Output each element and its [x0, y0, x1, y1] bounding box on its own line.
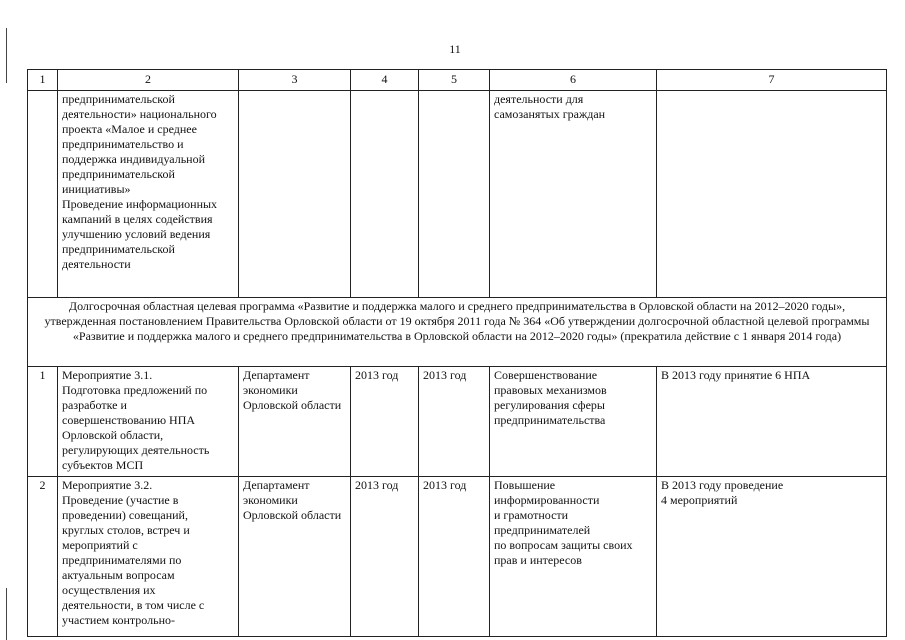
start-year-cell	[351, 91, 419, 298]
responsible-cell: Департамент экономики Орловской области	[239, 477, 351, 637]
expected-result-cell: деятельности для самозанятых граждан	[490, 91, 657, 298]
expected-result-cell: Совершенствование правовых механизмов регулирования сферы предпринимательства	[490, 367, 657, 477]
expected-result-cell: Повышение информированности и грамотности предпринимателей по вопросам защиты своих прав и интересов	[490, 477, 657, 637]
row-number-cell: 2	[28, 477, 58, 637]
table-row	[28, 477, 887, 637]
start-year-cell: 2013 год	[351, 477, 419, 637]
column-header: 5	[419, 70, 490, 91]
column-header: 6	[490, 70, 657, 91]
actual-result-cell: В 2013 году проведение 4 мероприятий	[657, 477, 887, 637]
activity-cell: Мероприятие 3.1. Подготовка предложений по разработке и совершенствованию НПА Орловской области, регулирующих деятельность субъектов МСП	[58, 367, 239, 477]
end-year-cell: 2013 год	[419, 477, 490, 637]
column-header: 4	[351, 70, 419, 91]
table-row	[28, 91, 887, 298]
column-header: 7	[657, 70, 887, 91]
row-number-cell	[28, 91, 58, 298]
end-year-cell	[419, 91, 490, 298]
row-number-cell: 1	[28, 367, 58, 477]
left-edge-mark	[6, 588, 7, 640]
column-header: 2	[58, 70, 239, 91]
responsible-cell	[239, 91, 351, 298]
measures-table	[27, 69, 887, 637]
program-section-heading: Долгосрочная областная целевая программа «Развитие и поддержка малого и среднего предпринимательства в Орловской области на 2012–2020 годы», утвержденная постановлением Правительства Орловской области от 19 октября 2011 года № 364 «Об утверждении долгосрочной областной целевой программы «Развитие и поддержка малого и среднего предпринимательства в Орловской области на 2012–2020 годы» (прекратила действие с 1 января 2014 года)	[28, 298, 887, 367]
responsible-cell: Департамент экономики Орловской области	[239, 367, 351, 477]
activity-cell: Мероприятие 3.2. Проведение (участие в проведении) совещаний, круглых столов, встреч и мероприятий с предпринимателями по актуальным вопросам осуществления их деятельности, в том числе с участием контрольно-	[58, 477, 239, 637]
actual-result-cell	[657, 91, 887, 298]
activity-cell: предпринимательской деятельности» национального проекта «Малое и среднее предпринимательство и поддержка индивидуальной предпринимательской инициативы» Проведение информационных кампаний в целях содействия улучшению условий ведения предпринимательской деятельности	[58, 91, 239, 298]
start-year-cell: 2013 год	[351, 367, 419, 477]
table-header-row	[28, 70, 887, 91]
table-row	[28, 367, 887, 477]
column-header: 3	[239, 70, 351, 91]
actual-result-cell: В 2013 году принятие 6 НПА	[657, 367, 887, 477]
left-edge-mark	[6, 28, 7, 83]
section-heading-row	[28, 298, 887, 367]
end-year-cell: 2013 год	[419, 367, 490, 477]
column-header: 1	[28, 70, 58, 91]
page-number: 11	[449, 42, 461, 56]
